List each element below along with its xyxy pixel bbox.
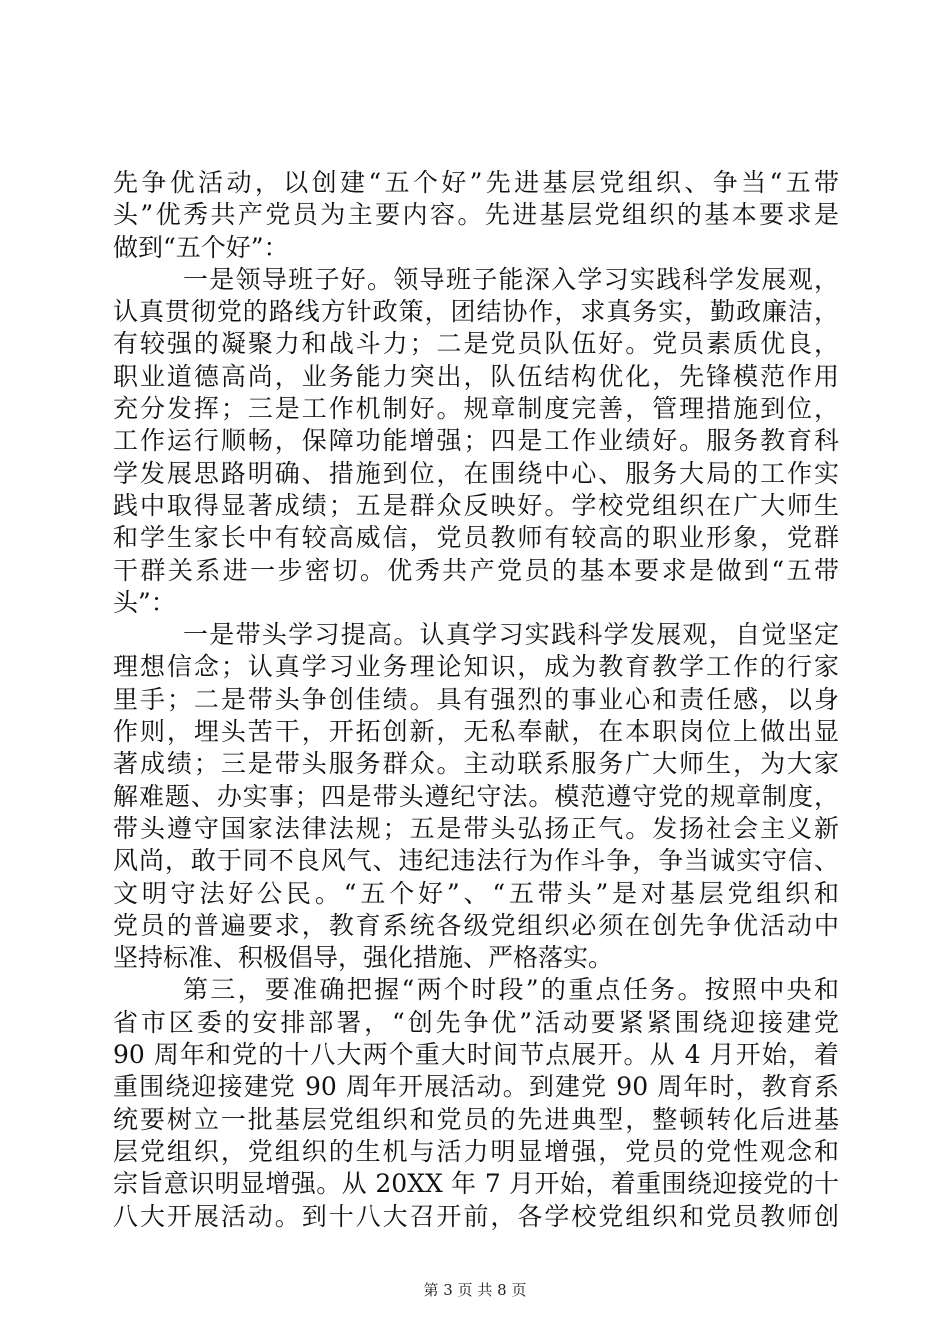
text-line: 和学生家长中有较高威信，党员教师有较高的职业形象，党群 (113, 523, 839, 553)
text-line: 认真贯彻党的路线方针政策，团结协作，求真务实，勤政廉洁， (113, 297, 839, 327)
text-line: 先争优活动，以创建“五个好”先进基层党组织、争当“五带 (113, 168, 839, 197)
document-body (113, 167, 839, 1233)
text-line: 职业道德高尚，业务能力突出，队伍结构优化，先锋模范作用 (113, 361, 839, 391)
text-line: 层党组织，党组织的生机与活力明显增强，党员的党性观念和 (113, 1136, 839, 1166)
text-line: 宗旨意识明显增强。从 20XX 年 7 月开始，着重围绕迎接党的十 (113, 1169, 839, 1199)
text-line: 著成绩；三是带头服务群众。主动联系服务广大师生，为大家 (113, 749, 839, 779)
page-number-label: 第 3 页 共 8 页 (423, 1281, 527, 1299)
text-line: 有较强的凝聚力和战斗力；二是党员队伍好。党员素质优良， (113, 329, 839, 359)
text-line: 干群关系进一步密切。优秀共产党员的基本要求是做到“五带 (113, 555, 839, 585)
text-line: 重围绕迎接建党 90 周年开展活动。到建党 90 周年时，教育系 (113, 1072, 839, 1102)
text-line: 第三，要准确把握“两个时段”的重点任务。按照中央和 (183, 975, 839, 1005)
text-line: 学发展思路明确、措施到位，在围绕中心、服务大局的工作实 (113, 458, 839, 488)
text-line: 理想信念；认真学习业务理论知识，成为教育教学工作的行家 (113, 652, 839, 682)
text-line: 党员的普遍要求，教育系统各级党组织必须在创先争优活动中 (113, 910, 839, 940)
text-line: 里手；二是带头争创佳绩。具有强烈的事业心和责任感，以身 (113, 684, 839, 714)
text-line: 八大开展活动。到十八大召开前，各学校党组织和党员教师创 (113, 1201, 839, 1231)
text-line: 文明守法好公民。“五个好”、“五带头”是对基层党组织和 (113, 878, 839, 908)
text-line: 解难题、办实事；四是带头遵纪守法。模范遵守党的规章制度， (113, 781, 839, 811)
text-line: 充分发挥；三是工作机制好。规章制度完善，管理措施到位， (113, 394, 839, 424)
text-line: 践中取得显著成绩；五是群众反映好。学校党组织在广大师生 (113, 490, 839, 520)
page-footer (0, 1279, 950, 1300)
text-line: 90 周年和党的十八大两个重大时间节点展开。从 4 月开始，着 (113, 1040, 839, 1070)
text-line: 一是带头学习提高。认真学习实践科学发展观，自觉坚定 (183, 620, 839, 650)
text-line: 统要树立一批基层党组织和党员的先进典型，整顿转化后进基 (113, 1104, 839, 1134)
text-line: 省市区委的安排部署，“创先争优”活动要紧紧围绕迎接建党 (113, 1007, 839, 1037)
text-line: 做到“五个好”： (113, 232, 289, 262)
text-line: 坚持标准、积极倡导，强化措施、严格落实。 (113, 943, 614, 973)
text-line: 头”： (113, 587, 176, 617)
text-line: 工作运行顺畅，保障功能增强；四是工作业绩好。服务教育科 (113, 426, 839, 456)
text-line: 头”优秀共产党员为主要内容。先进基层党组织的基本要求是 (113, 200, 839, 230)
text-line: 一是领导班子好。领导班子能深入学习实践科学发展观， (183, 264, 839, 294)
text-line: 风尚，敢于同不良风气、违纪违法行为作斗争，争当诚实守信、 (113, 846, 839, 876)
text-line: 作则，埋头苦干，开拓创新，无私奉献，在本职岗位上做出显 (113, 717, 839, 747)
text-line: 带头遵守国家法律法规；五是带头弘扬正气。发扬社会主义新 (113, 813, 839, 843)
